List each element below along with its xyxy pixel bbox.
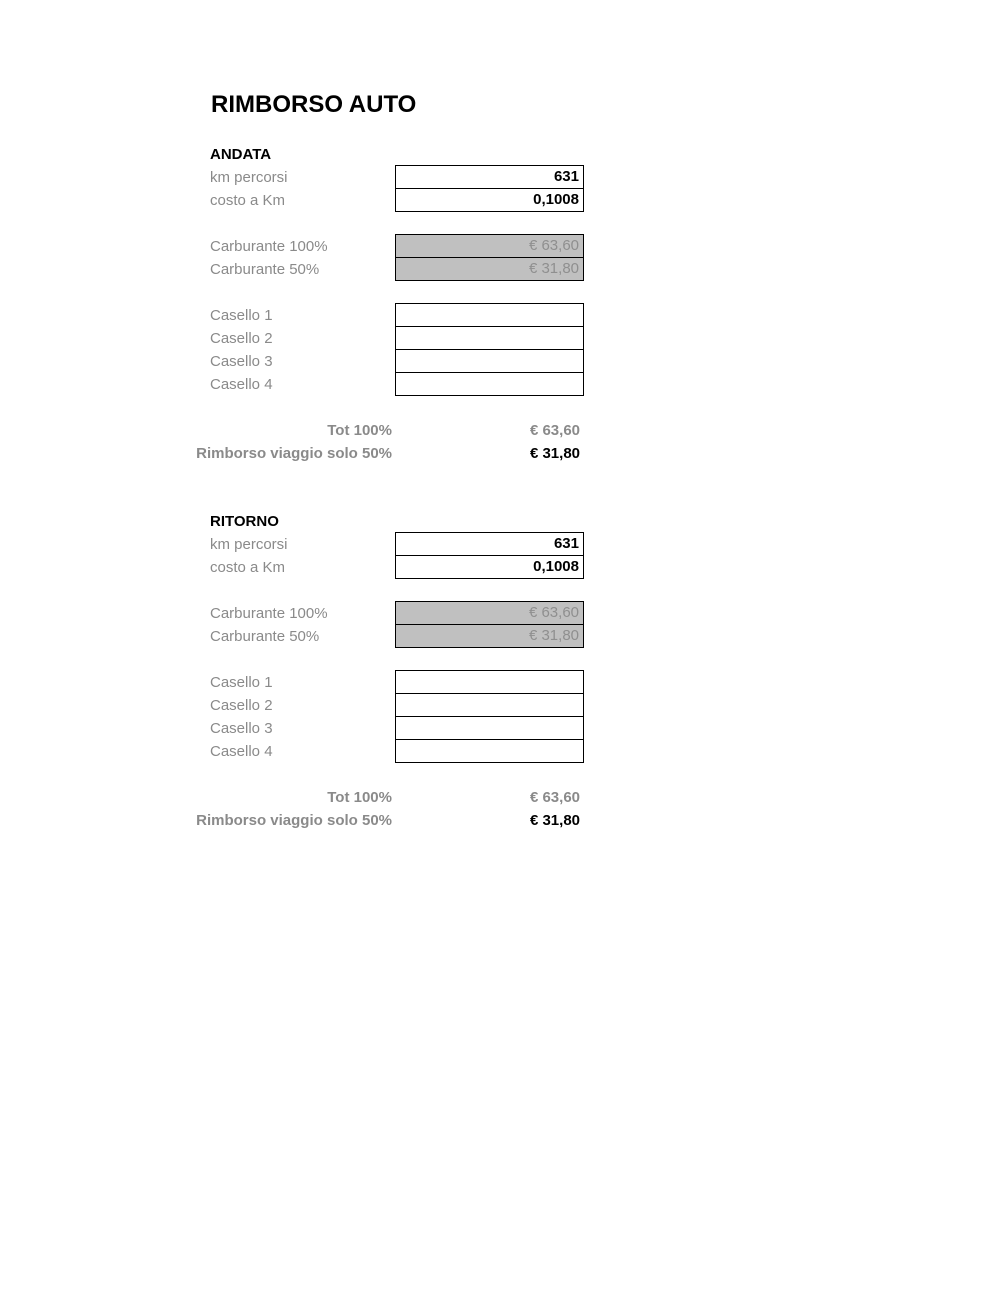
page-title: RIMBORSO AUTO (211, 91, 417, 118)
cost-value: 0,1008 (533, 558, 579, 575)
section-header-andata: ANDATA (210, 146, 272, 163)
toll-3-label: Casello 3 (210, 353, 273, 370)
refund-value: € 31,80 (529, 812, 580, 829)
km-label: km percorsi (210, 169, 288, 186)
km-value: 631 (553, 168, 579, 185)
toll-2-input[interactable] (395, 693, 584, 717)
fuel-50-cell (395, 257, 584, 281)
tot-value: € 63,60 (529, 422, 580, 439)
fuel-100-value: € 63,60 (528, 237, 579, 254)
toll-2-input[interactable] (395, 326, 584, 350)
section-header-ritorno: RITORNO (210, 513, 279, 530)
refund-label: Rimborso viaggio solo 50% (196, 812, 392, 829)
toll-4-input[interactable] (395, 739, 584, 763)
fuel-50-value: € 31,80 (528, 627, 579, 644)
refund-value: € 31,80 (529, 445, 580, 462)
section-andata (0, 146, 1000, 466)
fuel-100-label: Carburante 100% (210, 238, 328, 255)
cost-value: 0,1008 (533, 191, 579, 208)
fuel-50-label: Carburante 50% (210, 261, 320, 278)
toll-3-label: Casello 3 (210, 720, 273, 737)
fuel-100-value: € 63,60 (528, 604, 579, 621)
cost-input[interactable] (395, 555, 584, 579)
fuel-100-cell (395, 601, 584, 625)
toll-3-input[interactable] (395, 349, 584, 373)
fuel-50-value: € 31,80 (528, 260, 579, 277)
toll-1-label: Casello 1 (210, 674, 273, 691)
cost-label: costo a Km (210, 559, 286, 576)
tot-value: € 63,60 (529, 789, 580, 806)
fuel-100-cell (395, 234, 584, 258)
cost-input[interactable] (395, 188, 584, 212)
toll-4-label: Casello 4 (210, 743, 273, 760)
toll-1-input[interactable] (395, 670, 584, 694)
fuel-100-label: Carburante 100% (210, 605, 328, 622)
fuel-50-label: Carburante 50% (210, 628, 320, 645)
refund-label: Rimborso viaggio solo 50% (196, 445, 392, 462)
toll-4-input[interactable] (395, 372, 584, 396)
km-label: km percorsi (210, 536, 288, 553)
toll-2-label: Casello 2 (210, 330, 273, 347)
cost-label: costo a Km (210, 192, 286, 209)
section-ritorno (0, 513, 1000, 833)
tot-label: Tot 100% (327, 422, 392, 439)
km-value: 631 (553, 535, 579, 552)
toll-2-label: Casello 2 (210, 697, 273, 714)
fuel-50-cell (395, 624, 584, 648)
km-input[interactable] (395, 532, 584, 556)
toll-1-label: Casello 1 (210, 307, 273, 324)
toll-4-label: Casello 4 (210, 376, 273, 393)
km-input[interactable] (395, 165, 584, 189)
tot-label: Tot 100% (327, 789, 392, 806)
toll-1-input[interactable] (395, 303, 584, 327)
toll-3-input[interactable] (395, 716, 584, 740)
